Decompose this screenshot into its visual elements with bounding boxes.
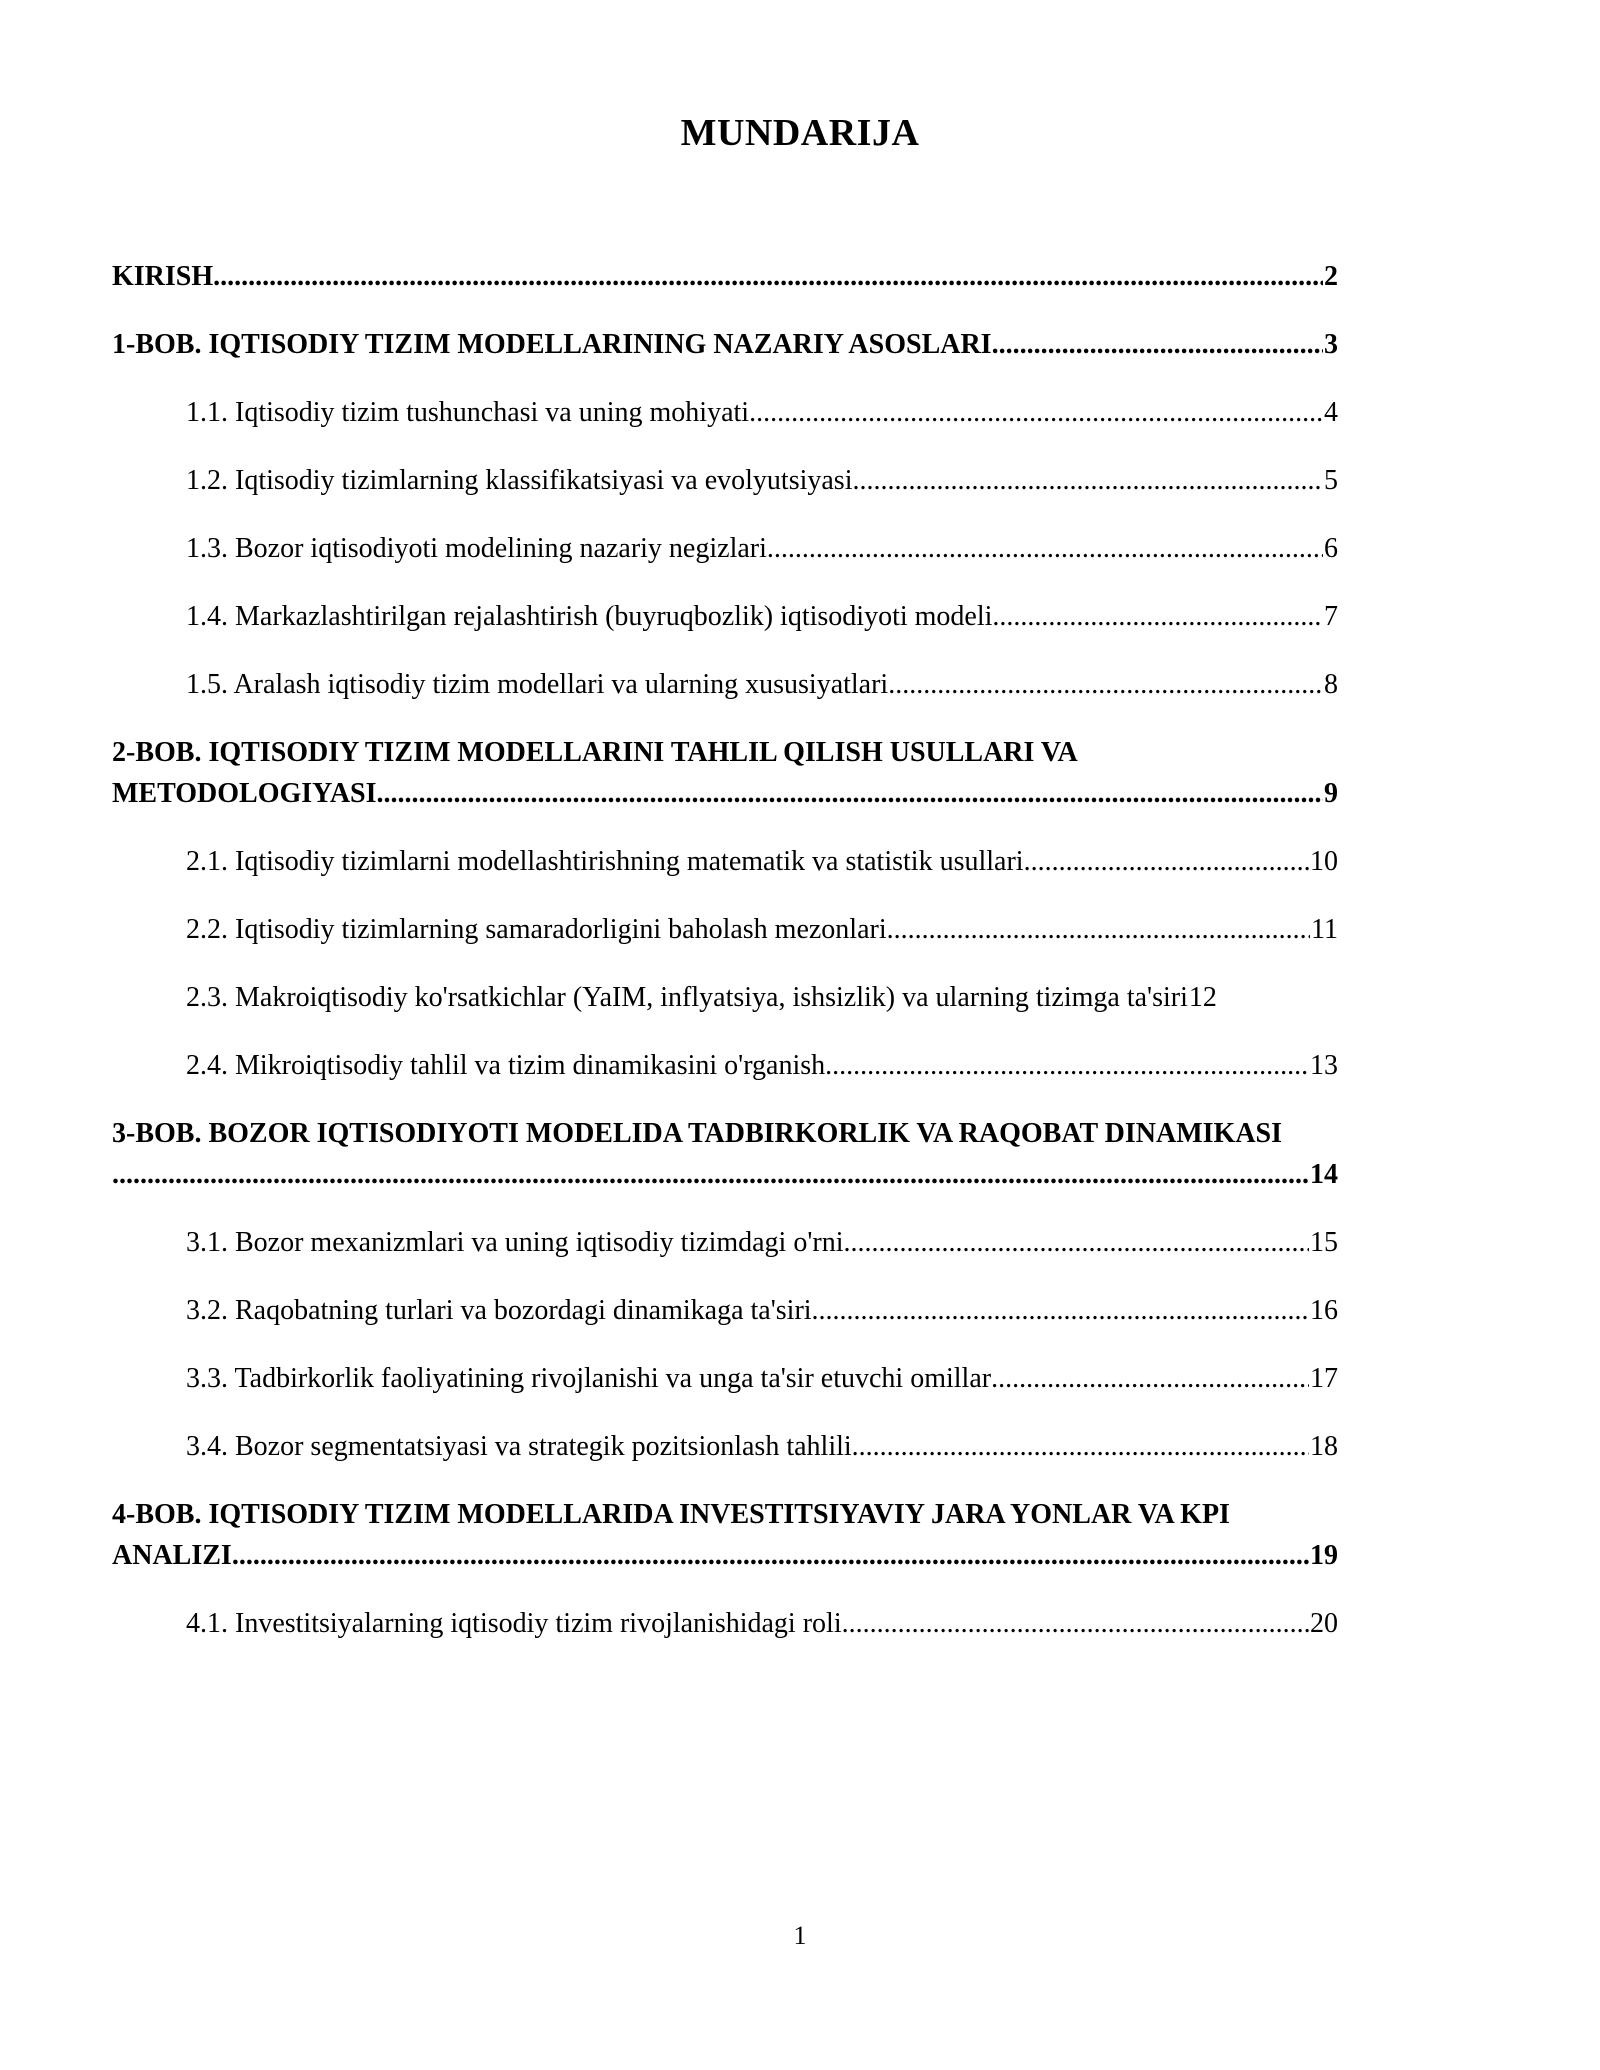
toc-entry-2-2[interactable]: [186, 909, 1338, 950]
toc-page-number: 20: [1310, 1608, 1338, 1639]
dot-leader: [888, 664, 1323, 705]
toc-entry-2-1[interactable]: [186, 841, 1338, 882]
toc-entry-kirish[interactable]: [112, 256, 1338, 297]
dot-leader: [887, 909, 1310, 950]
toc-page-number: 8: [1324, 669, 1338, 700]
dot-leader: [992, 324, 1323, 365]
dot-leader: [749, 392, 1323, 433]
toc-page-number: 17: [1310, 1363, 1338, 1394]
dot-leader: [1024, 841, 1309, 882]
dot-leader: [812, 1290, 1309, 1331]
dot-leader: [852, 460, 1323, 501]
dot-leader: [991, 1358, 1309, 1399]
dot-leader: [992, 596, 1323, 637]
toc-page-number: 16: [1310, 1295, 1338, 1326]
toc-page-number: 12: [1188, 982, 1217, 1013]
dot-leader: [843, 1222, 1309, 1263]
dot-leader: [112, 1154, 1309, 1195]
toc-page-number: 13: [1310, 1050, 1338, 1081]
dot-leader: [852, 1426, 1309, 1467]
toc-entry-3-2[interactable]: [186, 1290, 1338, 1331]
toc-entry-title: 1.1. Iqtisodiy tizim tushunchasi va uning mohiyati: [186, 392, 749, 433]
toc-entry-title: 3.1. Bozor mexanizmlari va uning iqtisodiy tizimdagi o'rni: [186, 1222, 843, 1263]
toc-entry-title: ANALIZI: [112, 1535, 232, 1576]
toc-entry-chapter-2[interactable]: [112, 732, 1338, 814]
toc-entry-title: KIRISH: [112, 256, 213, 297]
toc-entry-chapter-4[interactable]: [112, 1494, 1338, 1576]
toc-entry-chapter-1[interactable]: [112, 324, 1338, 365]
toc-entry-title: 3.3. Tadbirkorlik faoliyatining rivojlanishi va unga ta'sir etuvchi omillar: [186, 1358, 991, 1399]
toc-entry-chapter-3[interactable]: [112, 1113, 1338, 1195]
toc-entry-title: 1-BOB. IQTISODIY TIZIM MODELLARINING NAZARIY ASOSLARI: [112, 324, 992, 365]
toc-page-number: 11: [1311, 914, 1338, 945]
dot-leader: [767, 528, 1323, 569]
toc-entry-title: 2.4. Mikroiqtisodiy tahlil va tizim dinamikasini o'rganish: [186, 1045, 825, 1086]
toc-page-number: 5: [1324, 465, 1338, 496]
toc-entry-title: 2.2. Iqtisodiy tizimlarning samaradorligini baholash mezonlari: [186, 909, 887, 950]
toc-page-number: 7: [1324, 601, 1338, 632]
toc-page-number: 4: [1324, 397, 1338, 428]
toc-entry-2-3[interactable]: [186, 977, 1366, 1018]
toc-entry-title: 3.4. Bozor segmentatsiyasi va strategik pozitsionlash tahlili: [186, 1426, 852, 1467]
toc-entry-title: 2.3. Makroiqtisodiy ko'rsatkichlar (YaIM, inflyatsiya, ishsizlik) va ularning tizimga ta'siri: [186, 977, 1188, 1018]
toc-entry-3-1[interactable]: [186, 1222, 1338, 1263]
dot-leader: [842, 1603, 1309, 1644]
toc-entry-2-4[interactable]: [186, 1045, 1338, 1086]
toc-entry-1-2[interactable]: [186, 460, 1338, 501]
toc-page-number: 15: [1310, 1227, 1338, 1258]
toc-entry-3-3[interactable]: [186, 1358, 1338, 1399]
page-title: MUNDARIJA: [680, 112, 920, 154]
toc-page-number: 3: [1324, 329, 1338, 360]
toc-page-number: 19: [1310, 1540, 1338, 1571]
toc-entry-title-line1: 4-BOB. IQTISODIY TIZIM MODELLARIDA INVESTITSIYAVIY JARA YONLAR VA KPI: [112, 1494, 1230, 1535]
toc-entry-title: 1.3. Bozor iqtisodiyoti modelining nazariy negizlari: [186, 528, 767, 569]
toc-entry-title-line1: 3-BOB. BOZOR IQTISODIYOTI MODELIDA TADBIRKORLIK VA RAQOBAT DINAMIKASI: [112, 1113, 1282, 1154]
dot-leader: [377, 773, 1323, 814]
toc-page-number: 10: [1310, 846, 1338, 877]
dot-leader: [213, 256, 1323, 297]
toc-page-number: 18: [1310, 1431, 1338, 1462]
toc-entry-title-line1: 2-BOB. IQTISODIY TIZIM MODELLARINI TAHLIL QILISH USULLARI VA: [112, 732, 1078, 773]
toc-entry-title: 1.4. Markazlashtirilgan rejalashtirish (buyruqbozlik) iqtisodiyoti modeli: [186, 596, 992, 637]
toc-entry-1-4[interactable]: [186, 596, 1338, 637]
toc-page-number: 2: [1324, 261, 1338, 292]
page-number-footer: 1: [793, 1921, 807, 1950]
toc-entry-3-4[interactable]: [186, 1426, 1338, 1467]
toc-entry-title: 3.2. Raqobatning turlari va bozordagi dinamikaga ta'siri: [186, 1290, 812, 1331]
toc-entry-title: METODOLOGIYASI: [112, 773, 377, 814]
toc-entry-title: 4.1. Investitsiyalarning iqtisodiy tizim rivojlanishidagi roli: [186, 1603, 842, 1644]
toc-entry-1-5[interactable]: [186, 664, 1338, 705]
toc-entry-1-1[interactable]: [186, 392, 1338, 433]
dot-leader: [232, 1535, 1309, 1576]
toc-page-number: 6: [1324, 533, 1338, 564]
toc-entry-4-1[interactable]: [186, 1603, 1338, 1644]
toc-entry-title: 1.2. Iqtisodiy tizimlarning klassifikatsiyasi va evolyutsiyasi: [186, 460, 852, 501]
toc-entry-title: 1.5. Aralash iqtisodiy tizim modellari va ularning xususiyatlari: [186, 664, 888, 705]
dot-leader: [825, 1045, 1309, 1086]
toc-page-number: 9: [1324, 778, 1338, 809]
toc-entry-1-3[interactable]: [186, 528, 1338, 569]
toc-page-number: 14: [1310, 1159, 1338, 1190]
toc-entry-title: 2.1. Iqtisodiy tizimlarni modellashtirishning matematik va statistik usullari: [186, 841, 1024, 882]
